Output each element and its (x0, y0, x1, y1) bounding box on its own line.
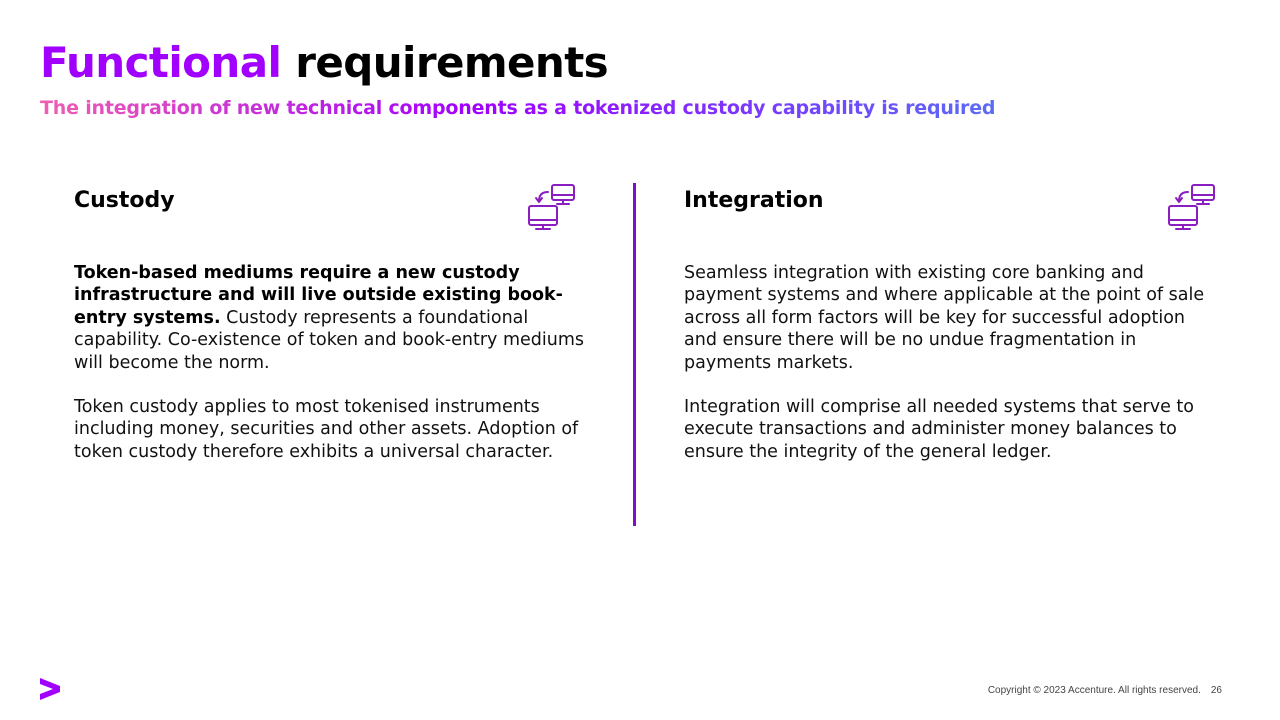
column-divider (633, 183, 636, 526)
copyright-text: Copyright © 2023 Accenture. All rights reserved. (987, 685, 1201, 696)
monitor-sync-icon (526, 182, 578, 232)
custody-body (74, 262, 594, 485)
accenture-logo-icon (38, 678, 62, 700)
page-subtitle: The integration of new technical components as a tokenized custody capability is required (40, 97, 996, 119)
custody-paragraph-1 (74, 262, 594, 374)
custody-paragraph-1-rest: Custody represents a foundational capability. Co-existence of token and book-entry mediums will become the norm. (74, 307, 585, 373)
monitor-sync-icon (1166, 182, 1218, 232)
footer (988, 685, 1222, 696)
integration-paragraph-2: Integration will comprise all needed systems that serve to execute transactions and administer money balances to ensure the integrity of the general ledger. (684, 397, 1195, 462)
page-title-accent: Functional (40, 38, 282, 87)
page-number: 26 (1210, 685, 1222, 696)
integration-body (684, 262, 1214, 485)
custody-paragraph-2: Token custody applies to most tokenised instruments including money, securities and other assets. Adoption of token custody therefore exhibits a universal character. (74, 397, 579, 462)
custody-column (74, 180, 594, 462)
custody-paragraph-1-bold: Token-based mediums require a new custody infrastructure and will live outside existing book-entry systems. (74, 263, 563, 328)
integration-column (684, 180, 1214, 462)
page-title-rest: requirements (295, 38, 609, 87)
integration-heading: Integration (684, 188, 824, 213)
page-title (40, 38, 608, 87)
custody-heading: Custody (74, 188, 175, 213)
integration-paragraph-1: Seamless integration with existing core banking and payment systems and where applicable at the point of sale across all form factors will be key for successful adoption and ensure there will be no undue fragmentation in payments markets. (684, 263, 1205, 373)
